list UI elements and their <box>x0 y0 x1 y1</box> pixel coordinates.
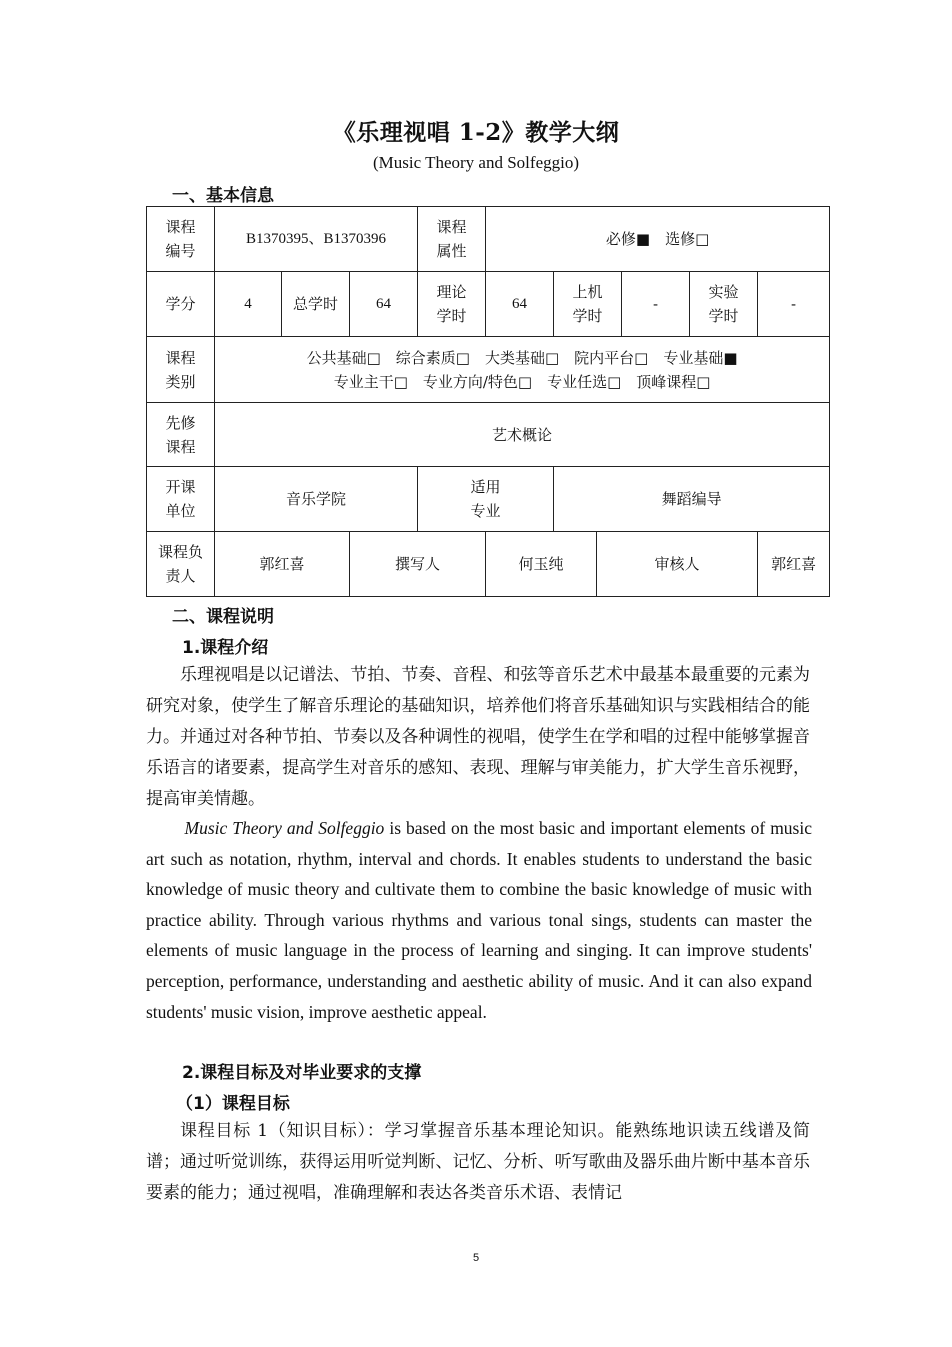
page-subtitle: (Music Theory and Solfeggio) <box>372 153 579 172</box>
course-code-value: B1370395、B1370396 <box>215 207 418 272</box>
category-value <box>215 337 830 403</box>
category-label: 课程 类别 <box>147 337 215 403</box>
subheading-goals-list: （1）课程目标 <box>176 1094 290 1114</box>
lab-hours-label: 实验 学时 <box>690 272 758 337</box>
reviewer-value: 郭红喜 <box>758 532 830 597</box>
page-number: 5 <box>472 1252 480 1264</box>
owner-value: 郭红喜 <box>215 532 350 597</box>
section-heading-basic-info: 一、基本信息 <box>172 186 274 206</box>
subheading-course-intro: 1.课程介绍 <box>182 638 269 658</box>
theory-hours-value: 64 <box>486 272 554 337</box>
table-row <box>147 337 830 403</box>
total-hours-value: 64 <box>350 272 418 337</box>
category-line-1: 公共基础□ 综合素质□ 大类基础□ 院内平台□ 专业基础■ <box>306 348 738 367</box>
intro-en-text: is based on the most basic and important elements of music art such as notation, rhythm, interval and chords. It enables students to understand the basic knowledge of music theory and cultivate them to combine the basic knowledge of music with practice ability. Through various rhythms and various tonal sings, students can master the elements of music language in the process of learning and singing. It can improve students' perception, performance, understanding and aesthetic ability of music. And it can also expand students' music vision, improve aesthetic appeal. <box>146 818 812 1022</box>
course-attr-value: 必修■ 选修□ <box>486 207 830 272</box>
table-row <box>147 532 830 597</box>
table-row <box>147 207 830 272</box>
course-info-table <box>146 206 830 597</box>
credit-value: 4 <box>215 272 282 337</box>
major-label: 适用 专业 <box>418 467 554 532</box>
computer-hours-label: 上机 学时 <box>554 272 622 337</box>
table-row <box>147 467 830 532</box>
intro-paragraph-en <box>146 813 812 1027</box>
unit-value: 音乐学院 <box>215 467 418 532</box>
page-title: 《乐理视唱 1-2》教学大纲 <box>332 119 620 146</box>
writer-value: 何玉纯 <box>486 532 597 597</box>
computer-hours-value: - <box>622 272 690 337</box>
writer-label: 撰写人 <box>350 532 486 597</box>
section-heading-course-description: 二、课程说明 <box>172 607 274 627</box>
lab-hours-value: - <box>758 272 830 337</box>
credit-label: 学分 <box>147 272 215 337</box>
course-name-italic: Music Theory and Solfeggio <box>184 818 385 838</box>
prereq-label: 先修 课程 <box>147 403 215 467</box>
course-code-label: 课程 编号 <box>147 207 215 272</box>
table-row <box>147 403 830 467</box>
reviewer-label: 审核人 <box>597 532 758 597</box>
category-line-2: 专业主干□ 专业方向/特色□ 专业任选□ 顶峰课程□ <box>333 372 711 391</box>
table-row <box>147 272 830 337</box>
total-hours-label: 总学时 <box>282 272 350 337</box>
theory-hours-label: 理论 学时 <box>418 272 486 337</box>
prereq-value: 艺术概论 <box>215 403 830 467</box>
owner-label: 课程负 责人 <box>147 532 215 597</box>
goal-1-paragraph: 课程目标 1（知识目标）：学习掌握音乐基本理论知识。能熟练地识读五线谱及简谱；通过听觉训练，获得运用听觉判断、记忆、分析、听写歌曲及器乐曲片断中基本音乐要素的能力；通过视唱，准确理解和表达各类音乐术语、表情记 <box>146 1121 810 1203</box>
subheading-course-goals: 2.课程目标及对毕业要求的支撑 <box>182 1063 422 1083</box>
intro-paragraph-cn: 乐理视唱是以记谱法、节拍、节奏、音程、和弦等音乐艺术中最基本最重要的元素为研究对象，使学生了解音乐理论的基础知识，培养他们将音乐基础知识与实践相结合的能力。并通过对各种节拍、节奏以及各种调性的视唱，使学生在学和唱的过程中能够掌握音乐语言的诸要素，提高学生对音乐的感知、表现、理解与审美能力，扩大学生音乐视野，提高审美情趣。 <box>146 665 810 809</box>
unit-label: 开课 单位 <box>147 467 215 532</box>
course-attr-label: 课程 属性 <box>418 207 486 272</box>
major-value: 舞蹈编导 <box>554 467 830 532</box>
